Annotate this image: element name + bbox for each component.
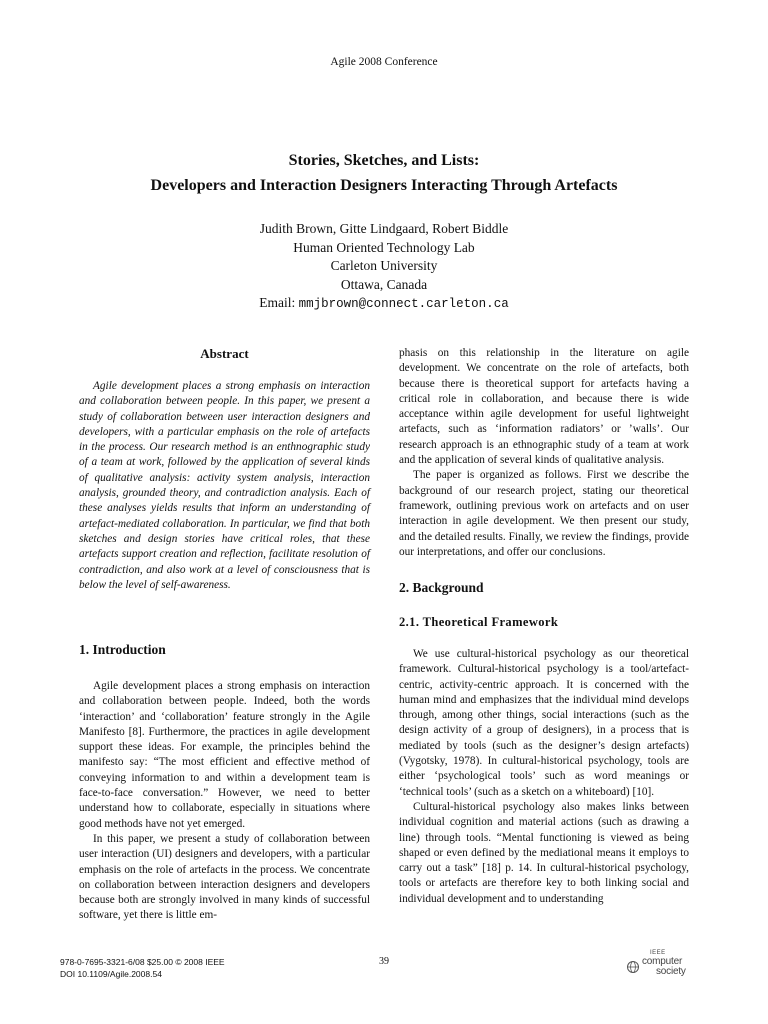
ieee-computer-society-logo — [626, 950, 706, 980]
affiliation-location: Ottawa, Canada — [340, 276, 428, 292]
introduction-heading: 1. Introduction — [79, 642, 166, 657]
logo-society-text: society — [656, 966, 686, 977]
affiliation-university: Carleton University — [330, 258, 438, 273]
page-number: 39 — [379, 956, 389, 967]
right-column-intro — [399, 346, 689, 560]
author-names: Judith Brown, Gitte Lindgaard, Robert Biddle — [259, 221, 509, 236]
introduction-paragraph-organization: The paper is organized as follows. First we describe the background of our research project, stating our theoretical framework, outlining previous work on artefacts and on user interaction in agile development. We then present our study, and the detailed results. Finally, we review the findings, provide our interpretations, and offer our conclusions. — [399, 469, 689, 558]
conference-header: Agile 2008 Conference — [330, 56, 438, 68]
logo-computer-text: computer — [642, 956, 683, 967]
introduction-body — [79, 679, 370, 924]
email-line — [0, 294, 768, 314]
email-label: Email: — [259, 295, 296, 310]
introduction-paragraph-2: In this paper, we present a study of collaboration between user interaction (UI) designers and developers, with a particular emphasis on the role of artefacts in the process. We concentrate on collaboration between interaction designers and developers because both are strongly involved in many kinds of successful software, yet there is little em- — [79, 832, 370, 922]
footer-isbn: 978-0-7695-3321-6/08 $25.00 © 2008 IEEE — [60, 957, 225, 967]
logo-ieee-text: IEEE — [650, 950, 666, 956]
abstract-heading: Abstract — [200, 346, 249, 361]
author-block — [0, 220, 768, 314]
footer-doi: DOI 10.1109/Agile.2008.54 — [60, 969, 162, 979]
globe-icon — [626, 960, 640, 974]
email-address[interactable]: mmjbrown@connect.carleton.ca — [298, 297, 509, 311]
background-heading: 2. Background — [399, 580, 484, 595]
background-paragraph-1: We use cultural-historical psychology as our theoretical framework. Cultural-historical psychology is a tool/artefact-centric, activity-centric approach. It is concerned with the human mind and emphasizes that the individual mind develops through, among other things, social interactions (such as the design activity of a group of designers), in a process that is mediated by tools (such as the designer’s design artefacts) (Vygotsky, 1978). In cultural-historical psychology, tools are either ‘psychological tools’ such as word meanings or ‘technical tools’ (such as a sketch on a whiteboard) [10]. — [399, 648, 689, 798]
theoretical-framework-heading: 2.1. Theoretical Framework — [399, 615, 559, 629]
abstract-body — [79, 379, 370, 593]
abstract-text: Agile development places a strong emphasis on interaction and collaboration between people. In this paper, we present a study of collaboration between user interaction designers and developers, with a particular emphasis on the role of artefacts in the process. Our research method is an enthnographic study of a team at work, followed by the application of several kinds of qualitative analysis: activity system analysis, interaction analysis, grounded theory, and contradiction analysis. Each of these analyses yields results that inform an understanding of artefact-mediated collaboration. In particular, we find that both sketches and design stories have critical roles, that these artefacts support creation and reflection, facilitate resolution of contradiction, and also work at a level of consciousness that is below the level of self-awareness. — [79, 380, 370, 591]
title-line-1: Stories, Sketches, and Lists: — [288, 152, 480, 169]
title-line-2: Developers and Interaction Designers Interacting Through Artefacts — [150, 177, 618, 194]
background-paragraph-2: Cultural-historical psychology also makes links between individual cognition and material actions (such as drawing a line) through tools. “Mental functioning is viewed as being shaped or even defined by the mediational means it employs to carry out a task” [18] p. 14. In cultural-historical psychology, tools or artefacts are therefore key to both linking social and individual development and to understanding — [399, 800, 689, 905]
paper-title — [40, 148, 728, 198]
introduction-paragraph-1: Agile development places a strong emphasis on interaction and collaboration between people. Indeed, both the words ‘interaction’ and ‘collaboration’ feature strongly in the Agile Manifesto [8]. Furthermore, the practices in agile development support these ideas. For example, the principles behind the manifesto say: “The most efficient and effective method of conveying information to and within a development team is face-to-face conversation.” However, we need to better understand how to collaborate, especially in situations where good methods have not yet emerged. — [79, 680, 370, 830]
affiliation-lab: Human Oriented Technology Lab — [293, 239, 475, 255]
introduction-paragraph-continued: phasis on this relationship in the literature on agile development. We concentrate on the role of artefacts, both because there is theoretical support for artefacts having a critical role in collaboration, and because there is wide acceptance within agile development for useful lightweight artefacts, such as ‘information radiators’ or ’walls’. Our research approach is an ethnographic study of a team at work and the application of several kinds of qualitative analysis. — [399, 347, 689, 467]
background-body — [399, 647, 689, 907]
